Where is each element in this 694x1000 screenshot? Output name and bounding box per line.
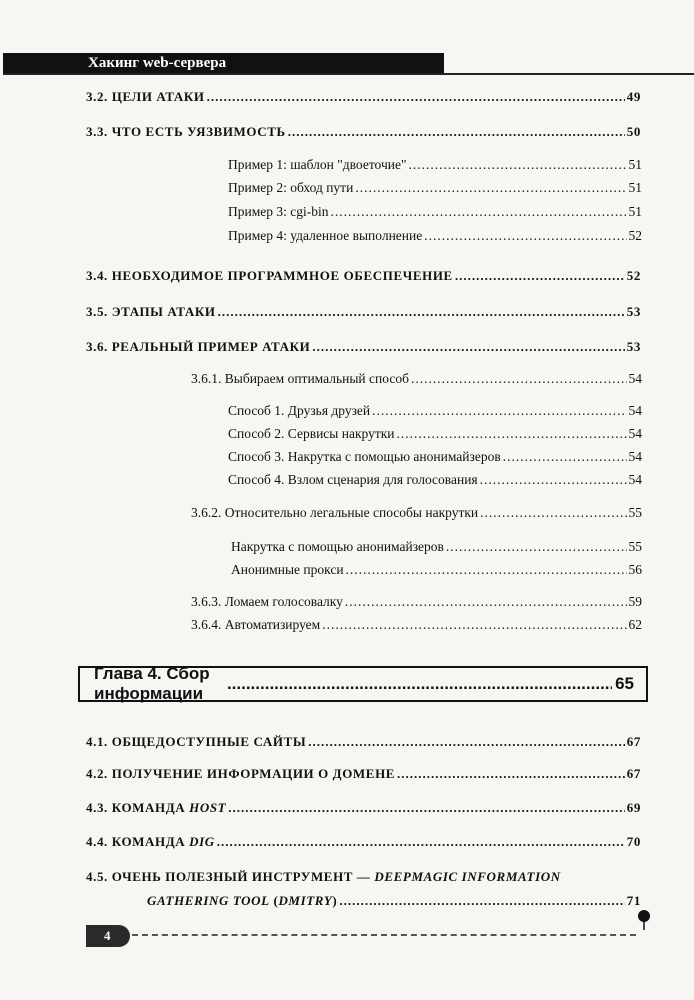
footer-pin-icon (636, 908, 652, 930)
toc-entry-3-6-2[interactable]: 3.6.2. Относительно легальные способы накрутки ..... 55 (191, 505, 642, 521)
footer-dotted-rule (132, 934, 636, 938)
leader-dots (397, 426, 627, 442)
leader-dots (339, 893, 624, 909)
toc-entry-4-1[interactable]: 4.1. ОБЩЕДОСТУПНЫЕ САЙТЫ ..... 67 (86, 734, 641, 750)
toc-entry-anon-cheat[interactable]: Накрутка с помощью анонимайзеров ..... 55 (231, 539, 642, 555)
leader-dots (424, 228, 626, 244)
toc-entry-example-1[interactable]: Пример 1: шаблон "двоеточие" ..... 51 (228, 157, 642, 173)
running-header-title: Хакинг web-сервера (88, 55, 227, 71)
leader-dots (288, 124, 625, 140)
leader-dots (312, 339, 624, 355)
leader-dots (207, 89, 625, 105)
leader-dots (218, 304, 625, 320)
toc-entry-4-3[interactable]: 4.3. КОМАНДА HOST ..... 69 (86, 800, 641, 816)
leader-dots (480, 505, 626, 521)
toc-entry-example-3[interactable]: Пример 3: cgi-bin ..... 51 (228, 204, 642, 220)
leader-dots (372, 403, 626, 419)
toc-entry-4-2[interactable]: 4.2. ПОЛУЧЕНИЕ ИНФОРМАЦИИ О ДОМЕНЕ ..... 67 (86, 766, 641, 782)
toc-entry-anon-proxy[interactable]: Анонимные прокси ..... 56 (231, 562, 642, 578)
header-rule (3, 73, 694, 75)
chapter-title: Глава 4. Сбор информации (94, 664, 210, 703)
toc-entry-4-5-line1[interactable]: 4.5. ОЧЕНЬ ПОЛЕЗНЫЙ ИНСТРУМЕНТ — DEEPMAGIC INFORMATION (86, 869, 561, 884)
leader-dots (217, 834, 625, 850)
chapter-page: 65 (615, 674, 634, 693)
toc-entry-4-5-line2[interactable]: GATHERING TOOL (DMITRY) ..... 71 (147, 893, 641, 909)
leader-dots (408, 157, 626, 173)
toc-entry-3-3[interactable]: 3.3. ЧТО ЕСТЬ УЯЗВИМОСТЬ ..... 50 (86, 124, 641, 140)
leader-dots (346, 562, 627, 578)
toc-entry-example-4[interactable]: Пример 4: удаленное выполнение ..... 52 (228, 228, 642, 244)
toc-entry-method-3[interactable]: Способ 3. Накрутка с помощью анонимайзеров ..... 54 (228, 449, 642, 465)
toc-entry-3-6-3[interactable]: 3.6.3. Ломаем голосовалку ..... 59 (191, 594, 642, 610)
toc-entry-method-2[interactable]: Способ 2. Сервисы накрутки ..... 54 (228, 426, 642, 442)
toc-entry-3-6-4[interactable]: 3.6.4. Автоматизируем ..... 62 (191, 617, 642, 633)
leader-dots (480, 472, 627, 488)
chapter-4-heading[interactable] (78, 666, 648, 702)
leader-dots (322, 617, 626, 633)
leader-dots (397, 766, 625, 782)
page-number: 4 (104, 928, 111, 943)
leader-dots (331, 204, 627, 220)
toc-entry-3-6[interactable]: 3.6. РЕАЛЬНЫЙ ПРИМЕР АТАКИ ..... 53 (86, 339, 641, 355)
toc-entry-4-4[interactable]: 4.4. КОМАНДА DIG ..... 70 (86, 834, 641, 850)
toc-entry-3-2[interactable]: 3.2. ЦЕЛИ АТАКИ ..... 49 (86, 89, 641, 105)
leader-dots (446, 539, 627, 555)
toc-entry-method-1[interactable]: Способ 1. Друзья друзей ..... 54 (228, 403, 642, 419)
toc-entry-3-6-1[interactable]: 3.6.1. Выбираем оптимальный способ ..... 54 (191, 371, 642, 387)
toc-entry-method-4[interactable]: Способ 4. Взлом сценария для голосования ..... 54 (228, 472, 642, 488)
page-number-badge (86, 925, 130, 947)
leader-dots (455, 268, 625, 284)
running-header (3, 53, 444, 74)
leader-dots (411, 371, 627, 387)
toc-entry-example-2[interactable]: Пример 2: обход пути ..... 51 (228, 180, 642, 196)
leader-dots (308, 734, 625, 750)
leader-dots (355, 180, 626, 196)
leader-dots (227, 674, 612, 694)
leader-dots (228, 800, 625, 816)
toc-entry-3-4[interactable]: 3.4. НЕОБХОДИМОЕ ПРОГРАММНОЕ ОБЕСПЕЧЕНИЕ ..... 52 (86, 268, 641, 284)
leader-dots (503, 449, 627, 465)
toc-entry-3-5[interactable]: 3.5. ЭТАПЫ АТАКИ ..... 53 (86, 304, 641, 320)
leader-dots (345, 594, 627, 610)
